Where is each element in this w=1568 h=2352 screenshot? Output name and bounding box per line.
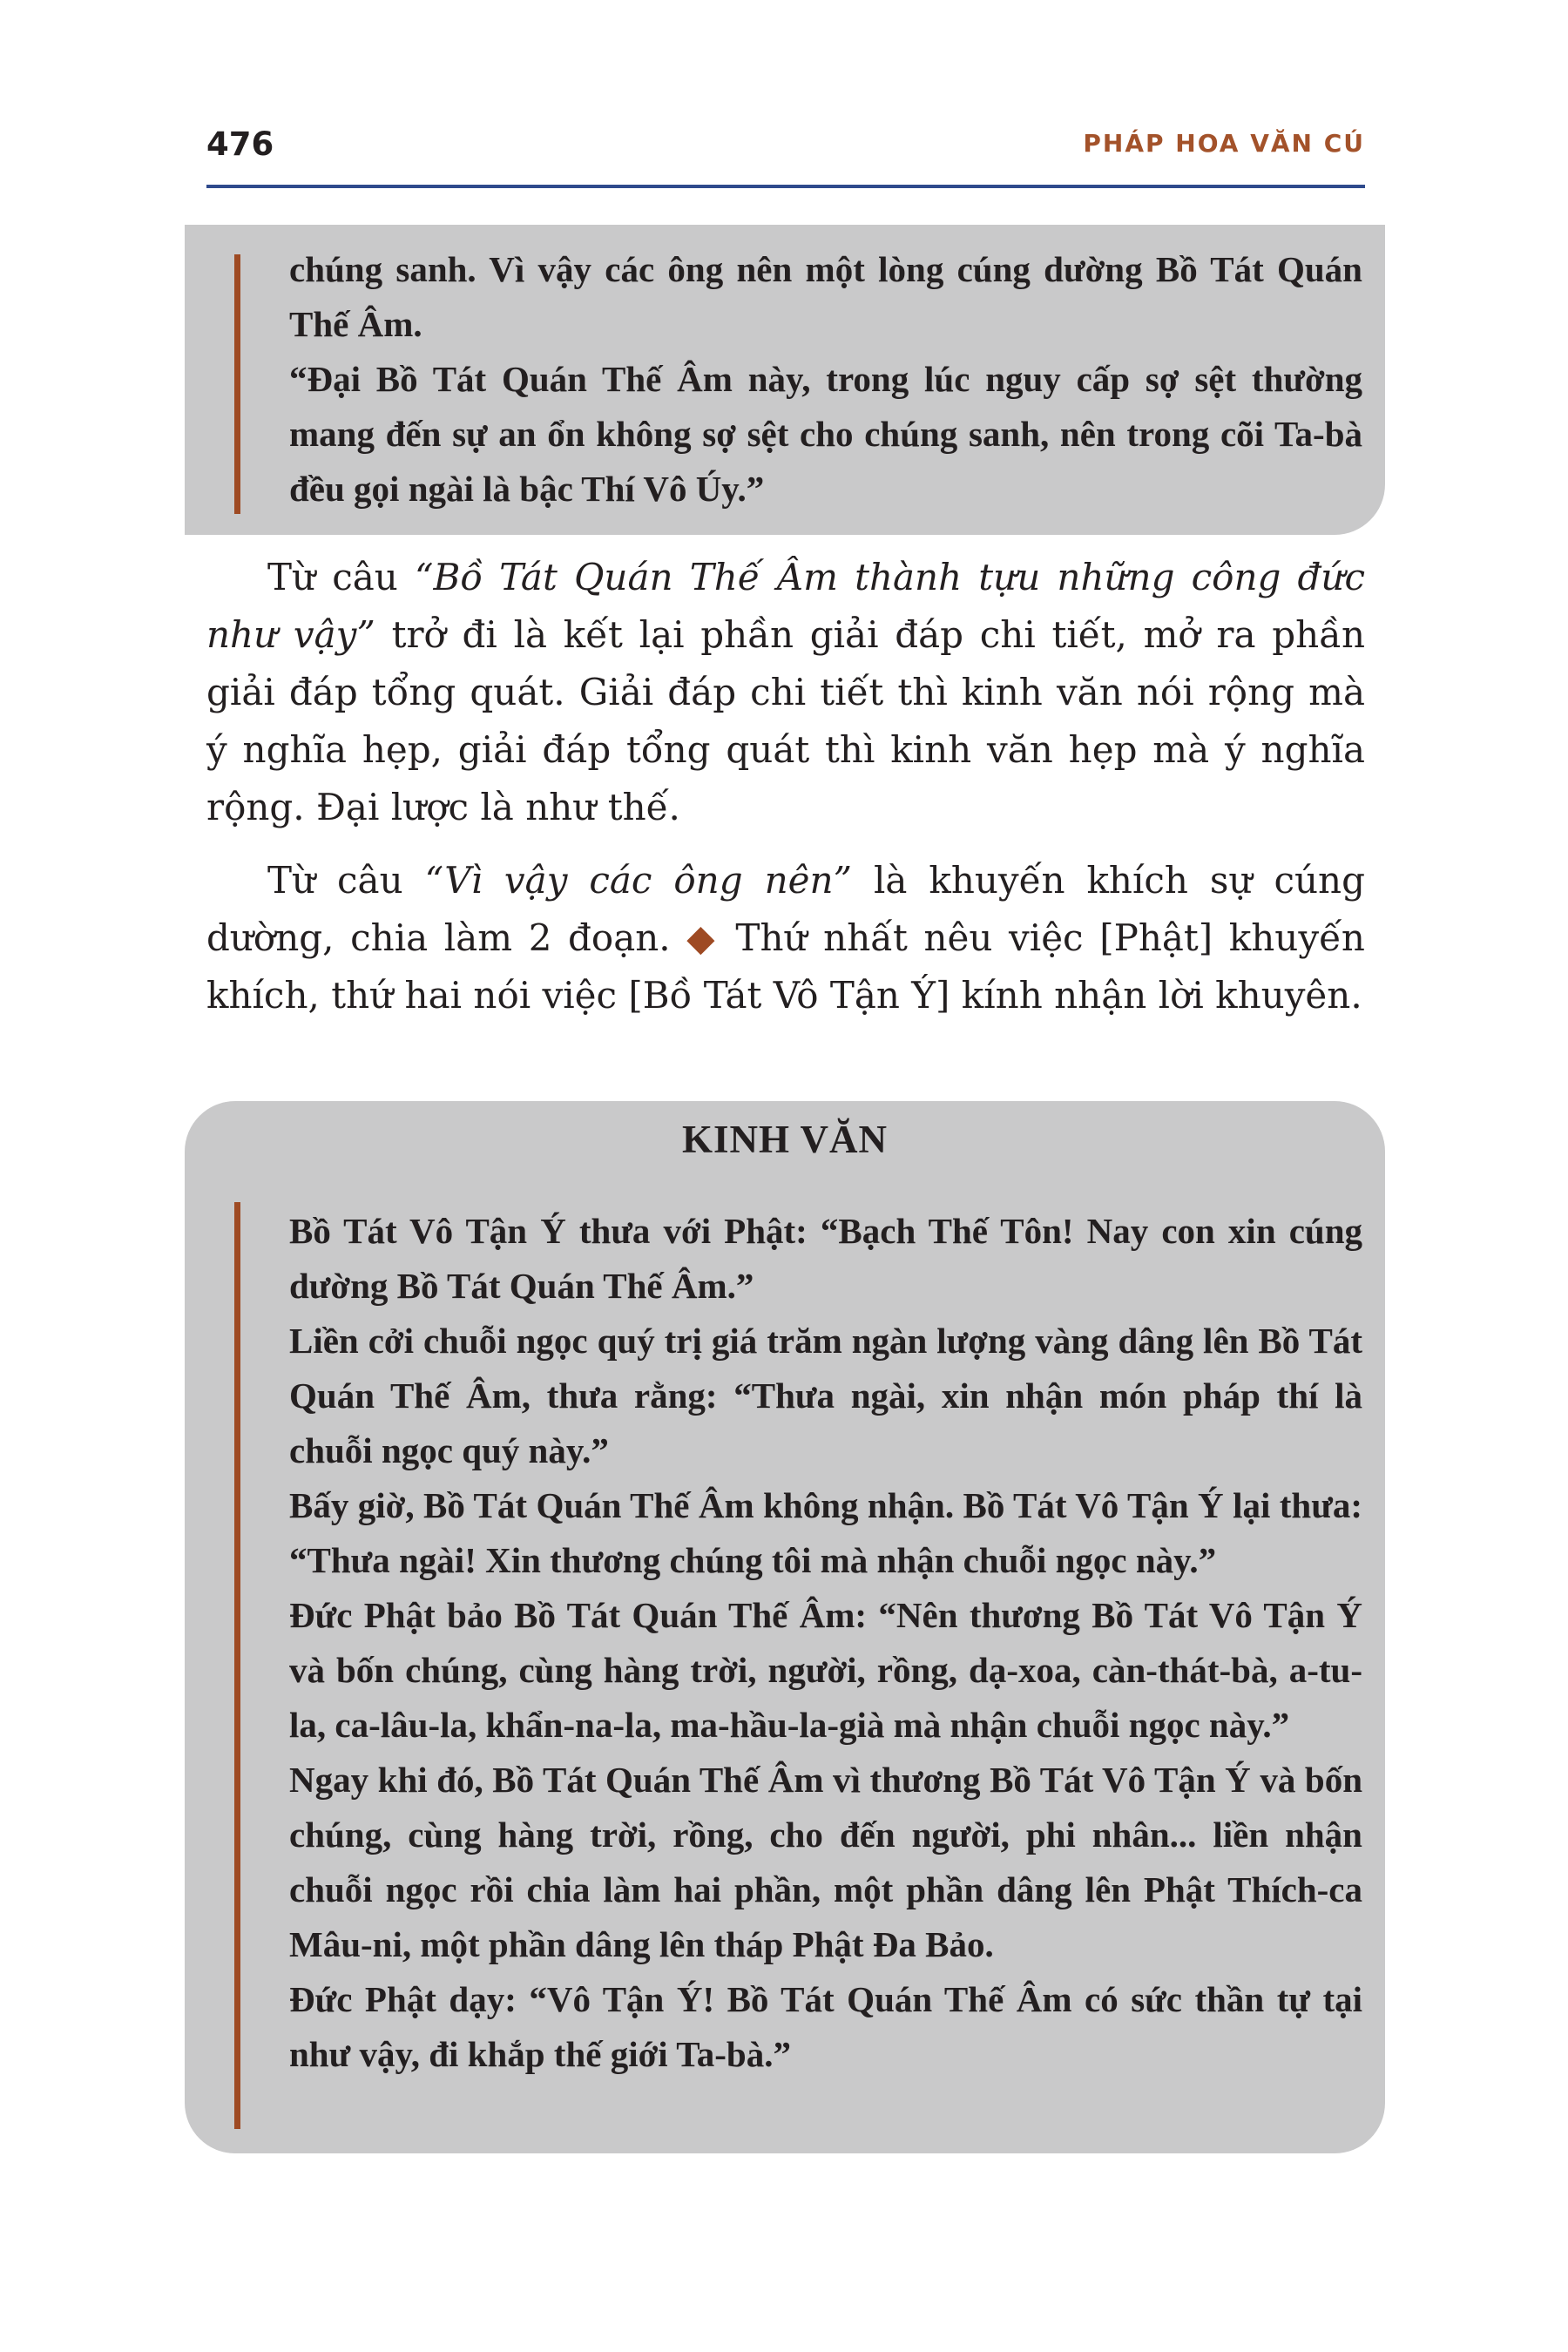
sutra-line: chúng sanh. Vì vậy các ông nên một lòng cúng dường Bồ Tát Quán Thế Âm. <box>289 249 1362 344</box>
sutra-text <box>289 1204 1362 2082</box>
sutra-line: Đức Phật bảo Bồ Tát Quán Thế Âm: “Nên thương Bồ Tát Vô Tận Ý và bốn chúng, cùng hàng trời, người, rồng, dạ-xoa, càn-thát-bà, a-tu-la, ca-lâu-la, khẩn-na-la, ma-hầu-la-già mà nhận chuỗi ngọc này.” <box>289 1595 1362 1745</box>
quoted-phrase: “Vì vậy các ông nên” <box>424 859 852 902</box>
sutra-line: Ngay khi đó, Bồ Tát Quán Thế Âm vì thương Bồ Tát Vô Tận Ý và bốn chúng, cùng hàng trời, rồng, cho đến người, phi nhân... liền nhận chuỗi ngọc rồi chia làm hai phần, một phần dâng lên Phật Thích-ca Mâu-ni, một phần dâng lên tháp Phật Đa Bảo. <box>289 1760 1362 1964</box>
paragraph-text: là khuyến khích sự cúng dường, chia làm 2 đoạn. <box>206 859 1365 959</box>
lead-text: Từ câu <box>267 859 425 902</box>
page-number: 476 <box>206 125 274 163</box>
paragraph-text: Thứ nhất nêu việc [Phật] khuyến khích, thứ hai nói việc [Bồ Tát Vô Tận Ý] kính nhận lời khuyên. <box>206 916 1365 1017</box>
sutra-line: Bồ Tát Vô Tận Ý thưa với Phật: “Bạch Thế Tôn! Nay con xin cúng dường Bồ Tát Quán Thế Âm.” <box>289 1211 1362 1306</box>
lead-text: Từ câu <box>267 556 415 598</box>
sutra-line: Liền cởi chuỗi ngọc quý trị giá trăm ngàn lượng vàng dâng lên Bồ Tát Quán Thế Âm, thưa rằng: “Thưa ngài, xin nhận món pháp thí là chuỗi ngọc quý này.” <box>289 1321 1362 1470</box>
running-title: PHÁP HOA VĂN CÚ <box>1083 129 1365 158</box>
sutra-box-continued <box>185 225 1385 535</box>
paragraph-text: trở đi là kết lại phần giải đáp chi tiết, mở ra phần giải đáp tổng quát. Giải đáp chi tiết thì kinh văn nói rộng mà ý nghĩa hẹp, giải đáp tổng quát thì kinh văn hẹp mà ý nghĩa rộng. Đại lược là như thế. <box>206 613 1365 828</box>
sutra-text <box>289 242 1362 517</box>
accent-bar <box>234 1202 240 2129</box>
diamond-bullet-icon: ◆ <box>686 916 720 959</box>
sutra-line: Đức Phật dạy: “Vô Tận Ý! Bồ Tát Quán Thế Âm có sức thần tự tại như vậy, đi khắp thế giới Ta-bà.” <box>289 1979 1362 2074</box>
page-header <box>206 122 1365 188</box>
sutra-box-kinh-van <box>185 1101 1385 2153</box>
accent-bar <box>234 254 240 514</box>
sutra-line: “Đại Bồ Tát Quán Thế Âm này, trong lúc nguy cấp sợ sệt thường mang đến sự an ổn không sợ sệt cho chúng sanh, nên trong cõi Ta-bà đều gọi ngài là bậc Thí Vô Úy.” <box>289 359 1362 509</box>
commentary-paragraph-2 <box>206 852 1365 1024</box>
commentary-paragraph-1 <box>206 549 1365 836</box>
sutra-line: Bấy giờ, Bồ Tát Quán Thế Âm không nhận. Bồ Tát Vô Tận Ý lại thưa: “Thưa ngài! Xin thương chúng tôi mà nhận chuỗi ngọc này.” <box>289 1485 1362 1580</box>
quoted-phrase: “Bồ Tát Quán Thế Âm thành tựu những công đức như vậy” <box>206 556 1365 656</box>
section-heading: KINH VĂN <box>682 1118 888 1161</box>
